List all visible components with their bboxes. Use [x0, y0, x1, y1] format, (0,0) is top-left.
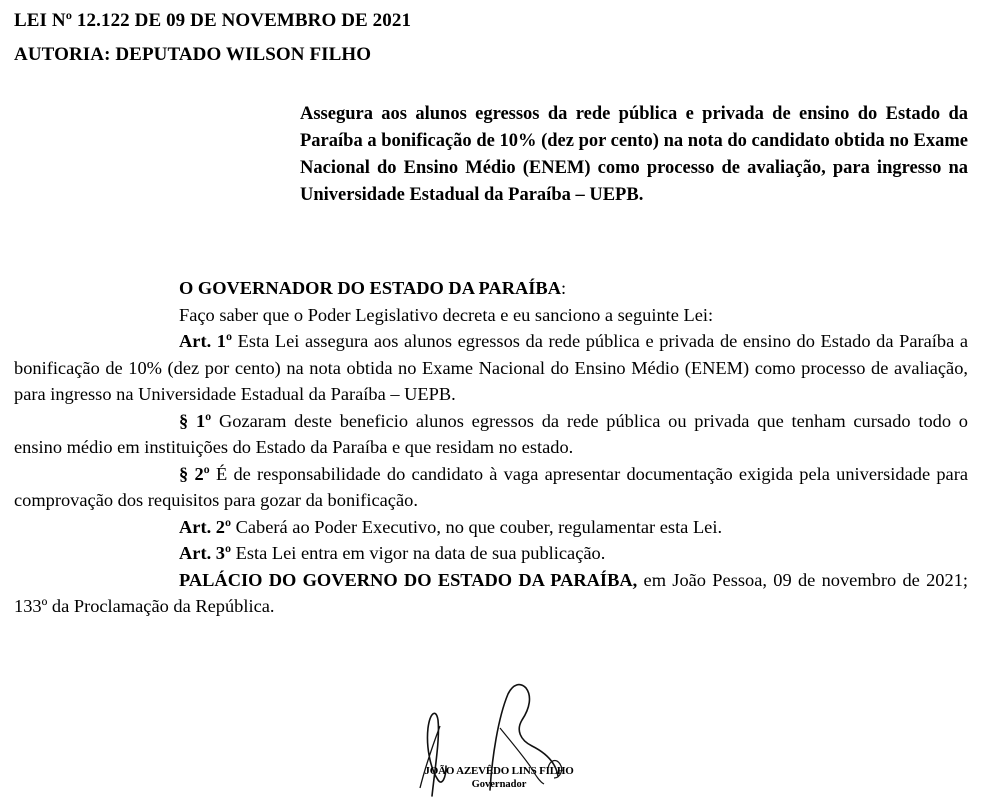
palace-label: PALÁCIO DO GOVERNO DO ESTADO DA PARAÍBA,	[179, 569, 638, 590]
article-2-label: Art. 2º	[179, 516, 232, 537]
signature-block	[380, 668, 620, 798]
law-number-line: LEI Nº 12.122 DE 09 DE NOVEMBRO DE 2021	[14, 10, 412, 31]
article-1	[14, 328, 968, 408]
paragraph-2-label: § 2º	[179, 463, 210, 484]
palace-text: em João Pessoa, 09 de novembro de 2021; 133º da Proclamação da República.	[14, 569, 968, 616]
palace-closing	[14, 567, 968, 620]
signatory-role: Governador	[471, 779, 527, 790]
article-3-text: Esta Lei entra em vigor na data de sua publicação.	[231, 543, 606, 563]
paragraph-1-label: § 1º	[179, 410, 212, 431]
article-2	[14, 514, 968, 541]
paragraph-1	[14, 408, 968, 461]
paragraph-2-text: É de responsabilidade do candidato à vaga apresentar documentação exigida pela universidade para comprovação dos requisitos para gozar da bonificação.	[14, 463, 969, 510]
article-1-label: Art. 1º	[179, 331, 233, 351]
paragraph-1-text: Gozaram deste beneficio alunos egressos da rede pública ou privada que tenham cursado todo o ensino médio em instituições do Estado da Paraíba e que residam no estado.	[14, 410, 969, 457]
article-2-text: Caberá ao Poder Executivo, no que couber, regulamentar esta Lei.	[231, 516, 723, 537]
article-1-text: Esta Lei assegura aos alunos egressos da rede pública e privada de ensino do Estado da Paraíba a bonificação de 10% (dez por cento) na nota obtida no Exame Nacional do Ensino Médio (ENEM) como processo de avaliação, para ingresso na Universidade Estadual da Paraíba – UEPB.	[14, 331, 968, 404]
article-3	[14, 540, 968, 567]
article-3-label: Art. 3º	[179, 543, 232, 563]
paragraph-2	[14, 461, 968, 514]
decree-line: Faço saber que o Poder Legislativo decreta e eu sanciono a seguinte Lei:	[179, 304, 714, 325]
authorship-line: AUTORIA: DEPUTADO WILSON FILHO	[14, 44, 372, 65]
law-summary-ementa: Assegura aos alunos egressos da rede pública e privada de ensino do Estado da Paraíba a bonificação de 10% (dez por cento) na nota do candidato obtida no Exame Nacional do Ensino Médio (ENEM) como processo de avaliação, para ingresso na Universidade Estadual da Paraíba – UEPB.	[300, 104, 968, 205]
governor-heading: O GOVERNADOR DO ESTADO DA PARAÍBA:	[179, 278, 567, 298]
signatory-name: JOÃO AZEVÊDO LINS FILHO	[424, 765, 574, 777]
law-body	[14, 275, 968, 620]
